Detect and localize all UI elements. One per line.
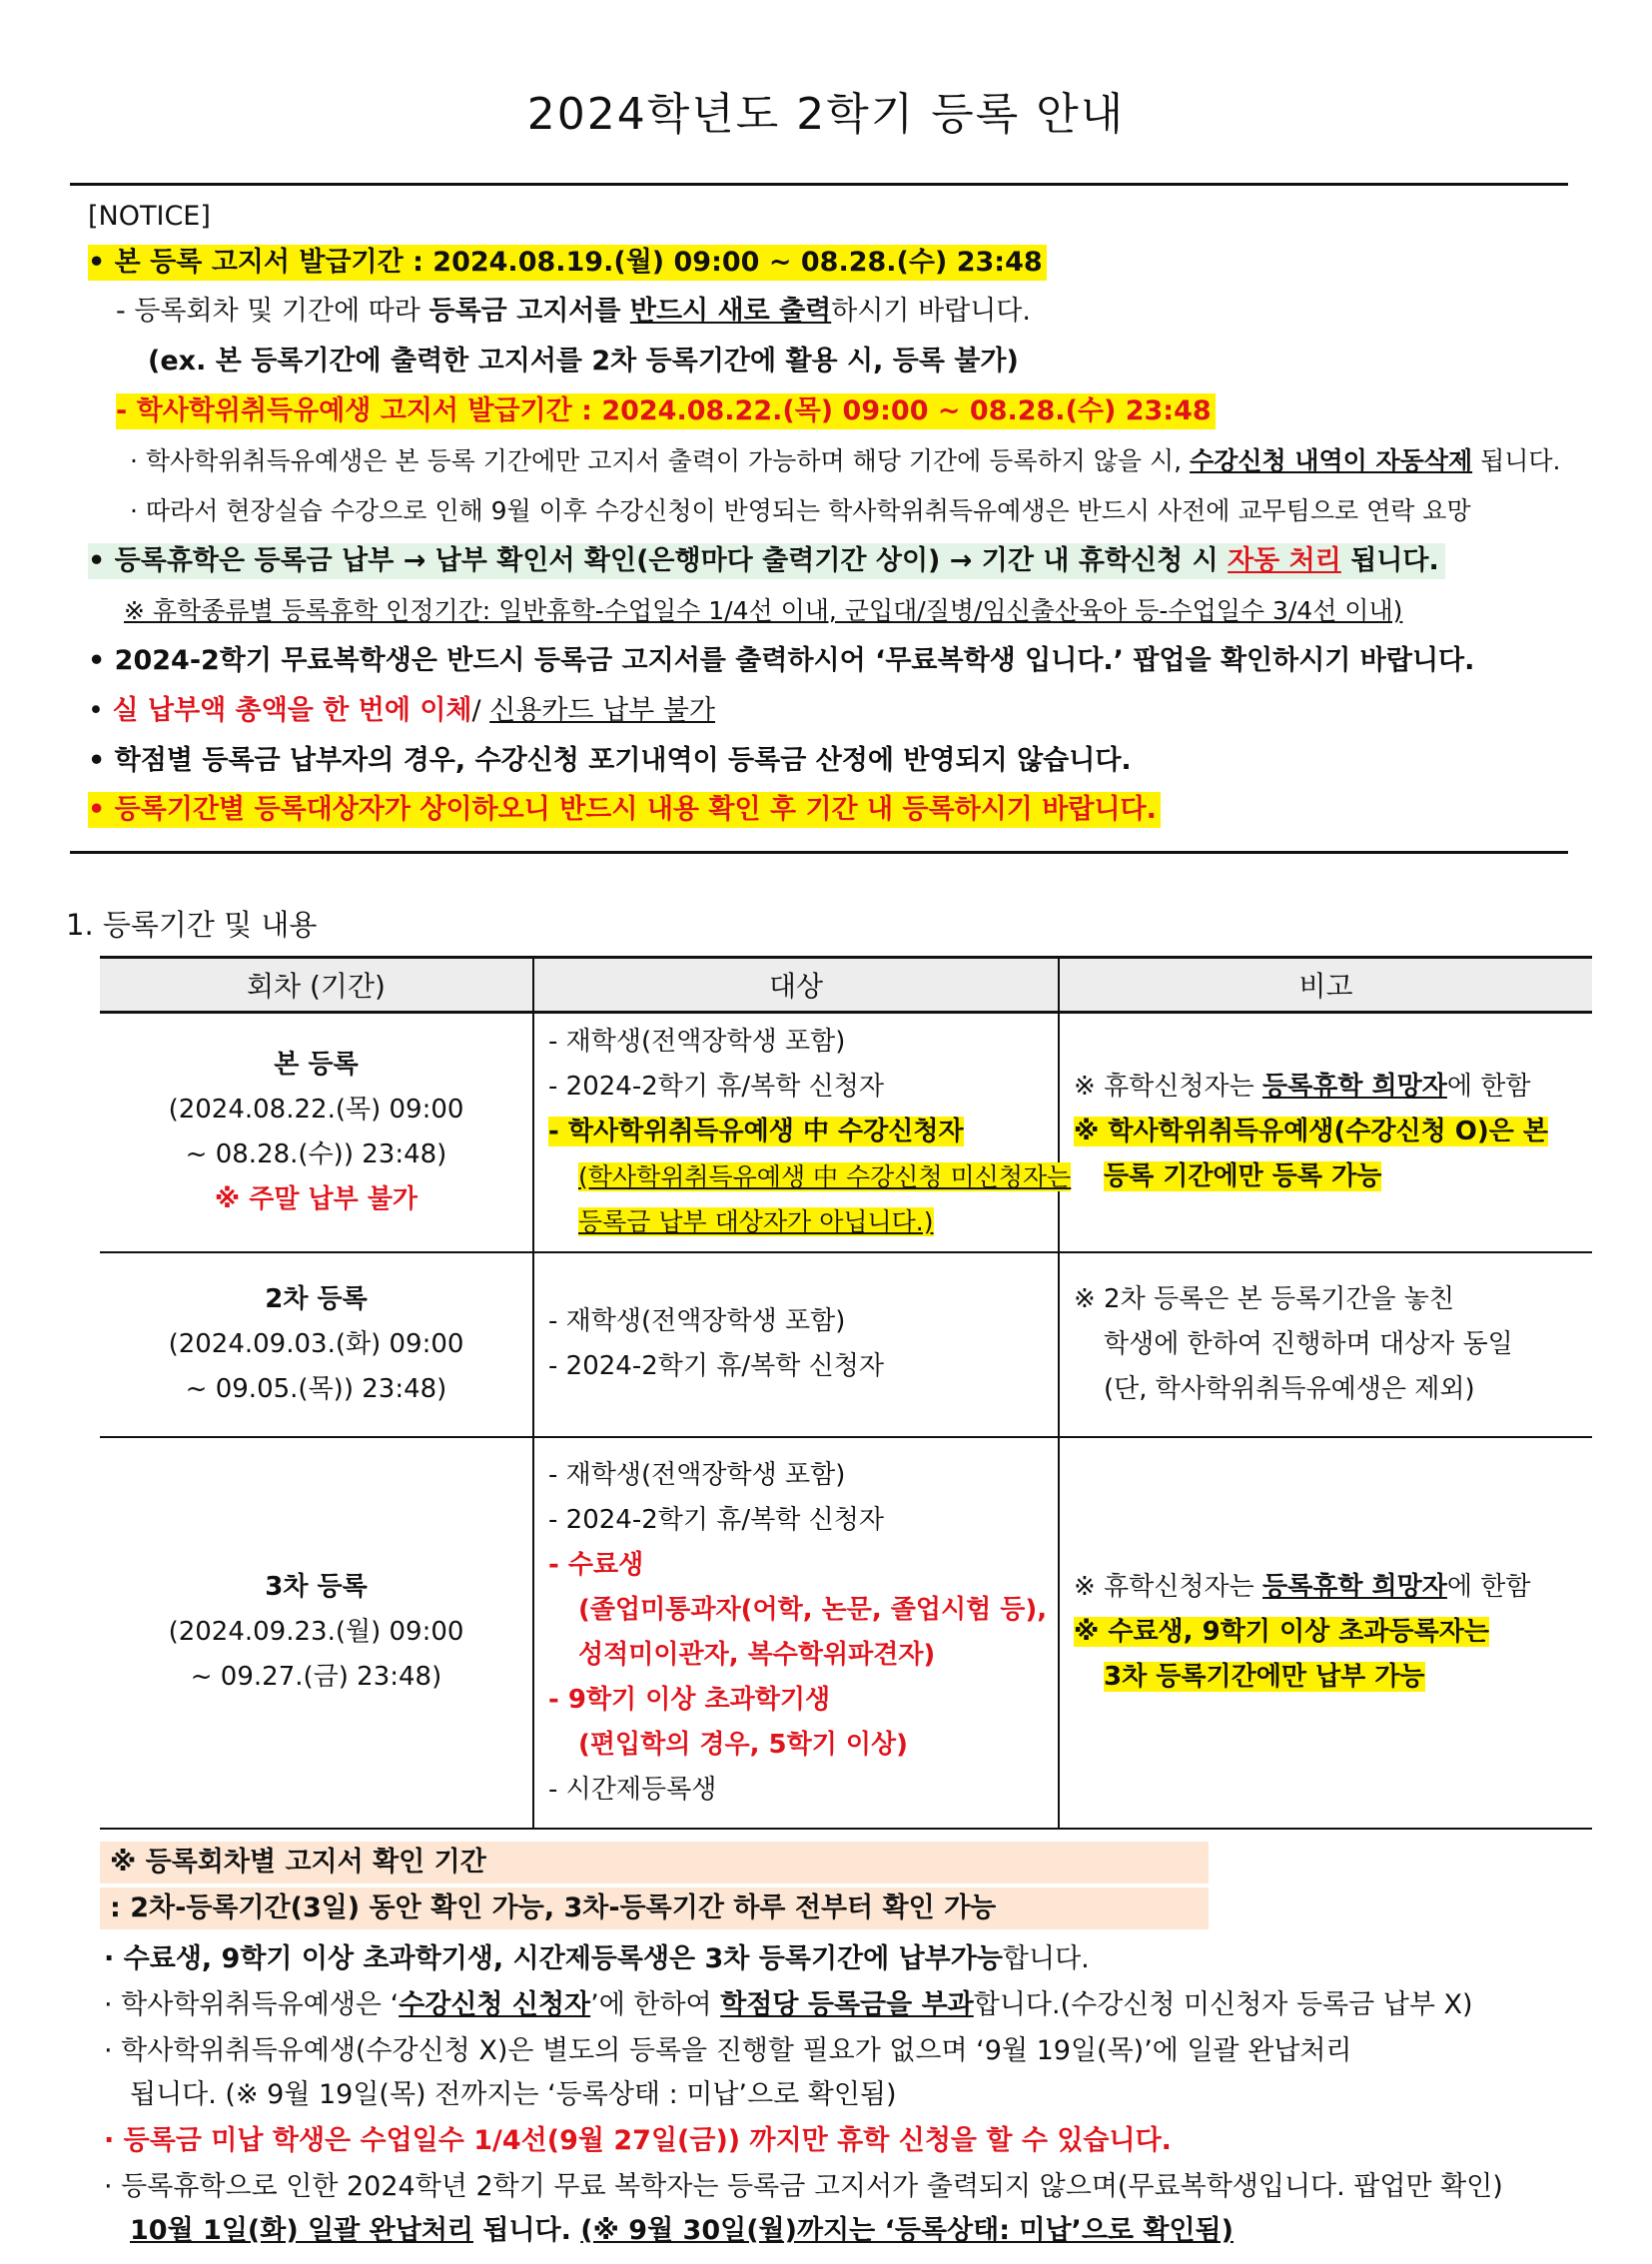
- table-row: [100, 1013, 1592, 1252]
- target-item: - 재학생(전액장학생 포함): [548, 1027, 846, 1058]
- text: 하시기 바랍니다.: [831, 296, 1031, 327]
- footer-line-warning: · 등록금 미납 학생은 수업일수 1/4선(9월 27일(금)) 까지만 휴학 신청을 할 수 있습니다.: [104, 2125, 1172, 2156]
- notice-bullet-target: • 등록기간별 등록대상자가 상이하오니 반드시 내용 확인 후 기간 내 등록하시기 바랍니다.: [88, 792, 1161, 828]
- target-item: - 시간제등록생: [548, 1774, 717, 1805]
- note-emphasis: 등록휴학 희망자: [1262, 1572, 1447, 1602]
- notice-bullet-credit: • 학점별 등록금 납부자의 경우, 수강신청 포기내역이 등록금 산정에 반영되지 않습니다.: [88, 745, 1132, 776]
- note-text: 에 한함: [1446, 1572, 1531, 1602]
- round-name: 본 등록: [274, 1049, 359, 1080]
- notice-example: (ex. 본 등록기간에 출력한 고지서를 2차 등록기간에 활용 시, 등록 불가): [148, 346, 1019, 377]
- section-heading: 1. 등록기간 및 내용: [66, 908, 318, 942]
- text-emphasis: 실 납부액 총액을 한 번에 이체: [112, 695, 472, 726]
- table-header-row: [100, 958, 1592, 1013]
- text: 됩니다.: [472, 2215, 581, 2246]
- footer-line: · 등록휴학으로 인한 2024학년 2학기 무료 복학자는 등록금 고지서가 출력되지 않으며(무료복학생입니다. 팝업만 확인): [104, 2171, 1503, 2202]
- target-item-highlight: - 학사학위취득유예생 中 수강신청자: [548, 1117, 964, 1147]
- target-item-red: (졸업미통과자(어학, 논문, 졸업시험 등),: [578, 1594, 1048, 1625]
- notice-deferral-note2: · 따라서 현장실습 수강으로 인해 9월 이후 수강신청이 반영되는 학사학위취득유예생은 반드시 사전에 교무팀으로 연락 요망: [130, 496, 1471, 525]
- text-emphasis: 수강신청 내역이 자동삭제: [1190, 446, 1473, 475]
- text: · 학사학위취득유예생은 본 등록 기간에만 고지서 출력이 가능하며 해당 기간에 등록하지 않을 시,: [130, 446, 1191, 475]
- footer-line: · 학사학위취득유예생(수강신청 X)은 별도의 등록을 진행할 필요가 없으며 ‘9월 19일(목)’에 일괄 완납처리: [104, 2035, 1352, 2066]
- notice-reprint-line: [116, 294, 1031, 330]
- notice-bullet-issue-period: • 본 등록 고지서 발급기간 : 2024.08.19.(월) 09:00 ~ 08.28.(수) 23:48: [88, 245, 1047, 281]
- weekend-note: ※ 주말 납부 불가: [214, 1183, 418, 1214]
- note-text: 에 한함: [1446, 1072, 1531, 1103]
- notice-bullet-leave: • 등록휴학은 등록금 납부 → 납부 확인서 확인(은행마다 출력기간 상이) → 기간 내 휴학신청 시 자동 처리 됩니다.: [88, 543, 1445, 579]
- text-emphasis: (※ 9월 30일(월)까지는 ‘등록상태: 미납’으로 확인됨): [580, 2215, 1234, 2246]
- target-item-red: - 수료생: [548, 1549, 644, 1580]
- target-item: - 2024-2학기 휴/복학 신청자: [548, 1072, 884, 1103]
- footer-line: 됩니다. (※ 9월 19일(목) 전까지는 ‘등록상태 : 미납’으로 확인됨): [130, 2079, 897, 2110]
- note-cell: [1059, 1437, 1592, 1829]
- period-cell: [100, 1013, 533, 1252]
- text-emphasis: 10월 1일(화) 일괄 완납처리: [130, 2215, 473, 2246]
- note-highlight: ※ 수료생, 9학기 이상 초과등록자는: [1074, 1617, 1489, 1647]
- text: /: [471, 695, 490, 726]
- notice-deferral-note1: [130, 443, 1560, 479]
- target-item-red: 성적미이관자, 복수학위파견자): [578, 1639, 936, 1670]
- text-underline: 신용카드 납부 불가: [489, 695, 716, 726]
- notice-bullet-free-return: • 2024-2학기 무료복학생은 반드시 등록금 고지서를 출력하시어 ‘무료복학생 입니다.’ 팝업을 확인하시기 바랍니다.: [88, 645, 1475, 676]
- note-highlight: ※ 학사학위취득유예생(수강신청 O)은 본: [1074, 1117, 1549, 1147]
- period-end: ~ 09.27.(금) 23:48): [190, 1662, 442, 1692]
- column-header: 대상: [533, 958, 1059, 1013]
- period-start: (2024.08.22.(목) 09:00: [168, 1094, 464, 1125]
- text: 등록기간별 등록대상자가 상이하오니 반드시 내용 확인 후 기간 내 등록하시기 바랍니다.: [114, 794, 1157, 825]
- target-item-note: (학사학위취득유예생 中 수강신청 미신청자는: [578, 1162, 1072, 1192]
- text: 됩니다.: [1472, 446, 1561, 475]
- table-row: [100, 1437, 1592, 1829]
- text: 학점별 등록금 납부자의 경우, 수강신청 포기내역이 등록금 산정에 반영되지 않습니다.: [114, 745, 1132, 776]
- text-emphasis: 반드시 새로 출력: [629, 296, 832, 327]
- target-item-red: - 9학기 이상 초과학기생: [548, 1684, 831, 1715]
- period-start: (2024.09.03.(화) 09:00: [168, 1328, 464, 1359]
- text: ’에 한하여: [590, 1989, 721, 2020]
- note-cell: [1059, 1013, 1592, 1252]
- note-text: ※ 휴학신청자는: [1074, 1572, 1263, 1602]
- text: 됩니다.: [1340, 545, 1439, 576]
- note-text: 학생에 한하여 진행하며 대상자 동일: [1104, 1328, 1513, 1359]
- note-text: ※ 휴학신청자는: [1074, 1072, 1263, 1103]
- period-start: (2024.09.23.(월) 09:00: [168, 1617, 464, 1647]
- target-item: - 2024-2학기 휴/복학 신청자: [548, 1351, 884, 1381]
- target-item-red: (편입학의 경우, 5학기 이상): [578, 1729, 909, 1760]
- note-highlight: 등록 기간에만 등록 가능: [1104, 1161, 1382, 1192]
- divider-bottom: [70, 851, 1568, 854]
- text: · 학사학위취득유예생은 ‘: [104, 1989, 400, 2020]
- target-cell: [533, 1437, 1059, 1829]
- text: 등록휴학은 등록금 납부 → 납부 확인서 확인(은행마다 출력기간 상이) → 기간 내 휴학신청 시: [114, 545, 1229, 576]
- text-emphasis: 수강신청 신청자: [399, 1989, 591, 2020]
- text: 합니다.: [1002, 1943, 1090, 1974]
- note-text: ※ 2차 등록은 본 등록기간을 놓친: [1074, 1283, 1455, 1314]
- text-emphasis: 자동 처리: [1228, 545, 1341, 576]
- column-header: 회차 (기간): [100, 958, 533, 1013]
- divider-top: [70, 183, 1568, 186]
- note-highlight: 3차 등록기간에만 납부 가능: [1104, 1662, 1425, 1692]
- table-row: [100, 1252, 1592, 1437]
- target-item: - 2024-2학기 휴/복학 신청자: [548, 1504, 884, 1535]
- period-cell: [100, 1437, 533, 1829]
- target-item-note: 등록금 납부 대상자가 아닙니다.): [578, 1207, 934, 1237]
- footer-line: [130, 2213, 1234, 2249]
- page-title: 2024학년도 2학기 등록 안내: [526, 89, 1126, 140]
- text-emphasis: 학점당 등록금을 부과: [720, 1989, 974, 2020]
- target-cell: [533, 1013, 1072, 1252]
- target-cell: [533, 1252, 1059, 1437]
- round-name: 2차 등록: [265, 1283, 368, 1314]
- footer-line: [104, 1941, 1090, 1977]
- note-cell: [1059, 1252, 1592, 1437]
- note-text: (단, 학사학위취득유예생은 제외): [1104, 1373, 1475, 1404]
- target-item: - 재학생(전액장학생 포함): [548, 1459, 846, 1490]
- round-name: 3차 등록: [265, 1572, 368, 1602]
- text-bold: 등록금 고지서를: [428, 296, 630, 327]
- footer-line: [104, 1987, 1473, 2023]
- target-item: - 재학생(전액장학생 포함): [548, 1306, 846, 1336]
- footer-check-period-title: ※ 등록회차별 고지서 확인 기간: [100, 1842, 1209, 1884]
- text: - 등록회차 및 기간에 따라: [116, 296, 429, 327]
- footer-check-period-detail: : 2차-등록기간(3일) 동안 확인 가능, 3차-등록기간 하루 전부터 확인 가능: [100, 1887, 1209, 1929]
- notice-leave-note: ※ 휴학종류별 등록휴학 인정기간: 일반휴학-수업일수 1/4선 이내, 군입대/질병/임신출산육아 등-수업일수 3/4선 이내): [124, 596, 1403, 625]
- notice-bullet-text: 본 등록 고지서 발급기간 : 2024.08.19.(월) 09:00 ~ 08.28.(수) 23:48: [114, 247, 1043, 278]
- notice-bullet-payment: • 실 납부액 총액을 한 번에 이체/ 신용카드 납부 불가: [88, 695, 716, 726]
- period-end: ~ 09.05.(목)) 23:48): [185, 1373, 447, 1404]
- text: 합니다.(수강신청 미신청자 등록금 납부 X): [973, 1989, 1473, 2020]
- notice-header: [NOTICE]: [88, 201, 211, 232]
- registration-table: [100, 956, 1592, 1830]
- period-cell: [100, 1252, 533, 1437]
- period-end: ~ 08.28.(수)) 23:48): [185, 1138, 447, 1169]
- column-header: 비고: [1059, 958, 1592, 1013]
- text-bold: · 수료생, 9학기 이상 초과학기생, 시간제등록생은 3차 등록기간에 납부가능: [104, 1943, 1003, 1974]
- text: 2024-2학기 무료복학생은 반드시 등록금 고지서를 출력하시어 ‘무료복학생 입니다.’ 팝업을 확인하시기 바랍니다.: [114, 645, 1475, 676]
- notice-deferral-period: - 학사학위취득유예생 고지서 발급기간 : 2024.08.22.(목) 09:00 ~ 08.28.(수) 23:48: [116, 393, 1216, 429]
- note-emphasis: 등록휴학 희망자: [1262, 1072, 1447, 1103]
